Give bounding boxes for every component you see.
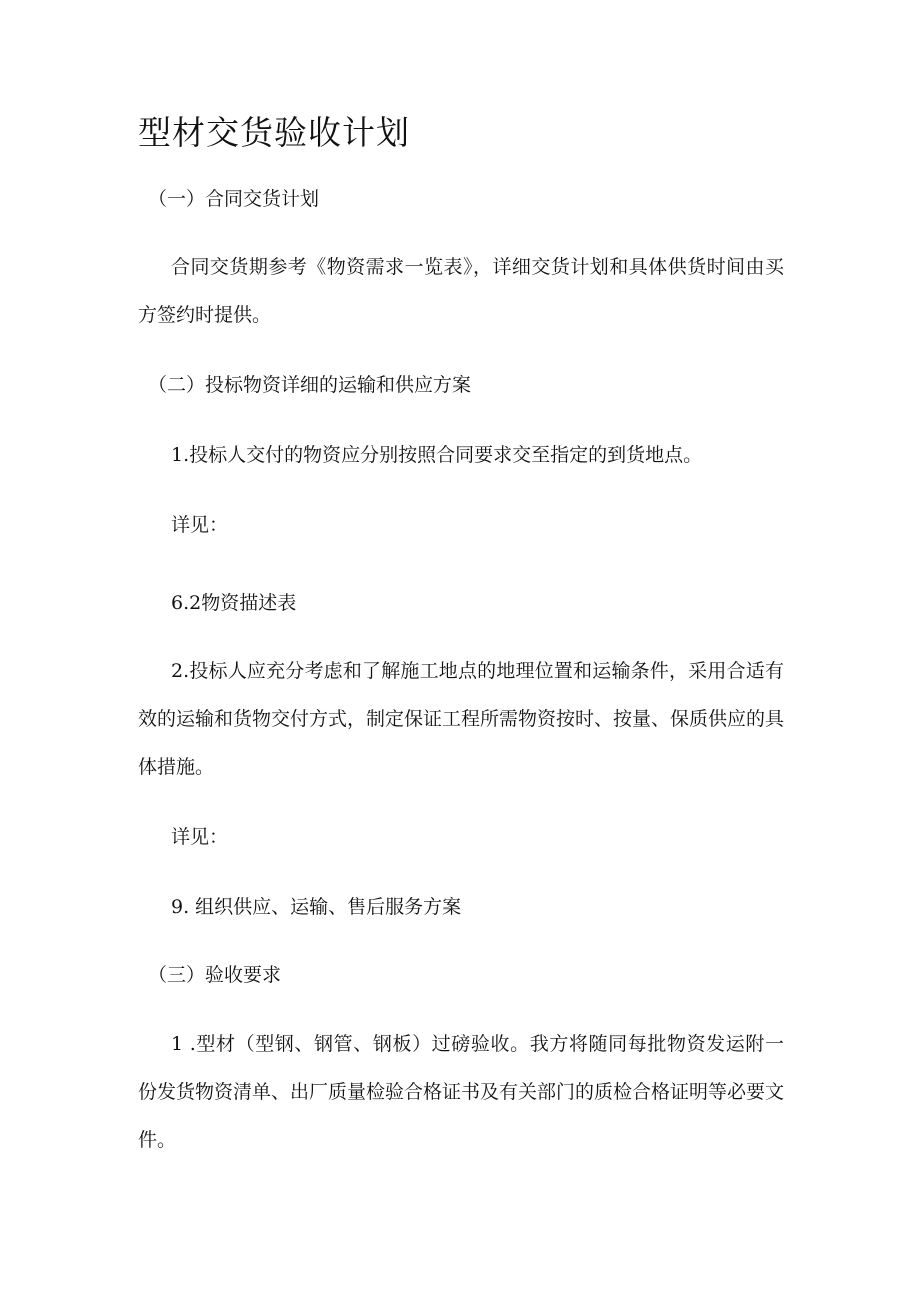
section-heading-contract-delivery: （一）合同交货计划 — [148, 188, 320, 210]
item-2-reference: 9. 组织供应、运输、售后服务方案 — [171, 896, 462, 918]
item-1-reference: 6.2物资描述表 — [171, 592, 297, 614]
section-heading-acceptance: （三）验收要求 — [148, 964, 282, 986]
item-1-text: 1.投标人交付的物资应分别按照合同要求交至指定的到货地点。 — [171, 444, 703, 466]
item-1-see-label: 详见： — [171, 514, 229, 536]
item-2-see-label: 详见： — [171, 826, 229, 848]
section-heading-transport-supply: （二）投标物资详细的运输和供应方案 — [148, 374, 472, 396]
acceptance-paragraph: 1 .型材（型钢、钢管、钢板）过磅验收。我方将随同每批物资发运附一份发货物资清单、出厂质量检验合格证书及有关部门的质检合格证明等必要文件。 — [138, 1033, 785, 1151]
contract-delivery-paragraph: 合同交货期参考《物资需求一览表》，详细交货计划和具体供货时间由买方签约时提供。 — [138, 256, 784, 326]
item-2-paragraph: 2.投标人应充分考虑和了解施工地点的地理位置和运输条件，采用合适有效的运输和货物交付方式，制定保证工程所需物资按时、按量、保质供应的具体措施。 — [138, 660, 785, 778]
document-title: 型材交货验收计划 — [138, 113, 410, 152]
